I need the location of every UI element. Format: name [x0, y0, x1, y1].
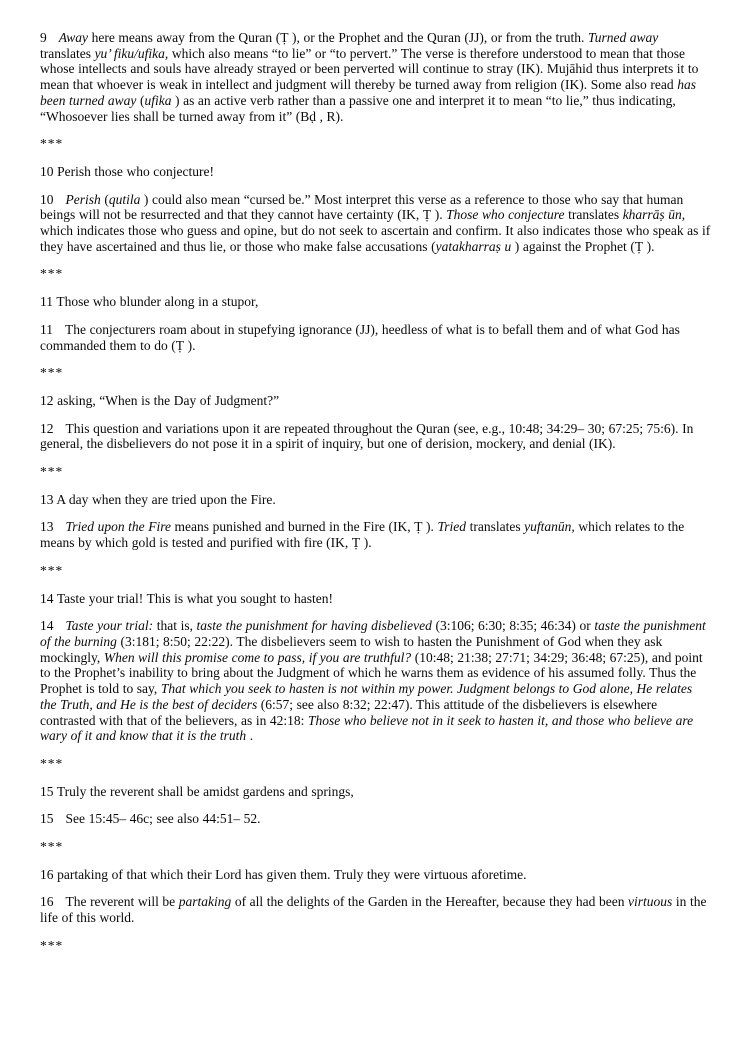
text-run: 10 Perish those who conjecture! — [40, 163, 215, 179]
verse-translation — [40, 784, 711, 800]
text-run: ) against the Prophet (Ṭ ). — [511, 238, 655, 254]
italic-text-run: When will this promise come to pass, if you are truthful? — [103, 649, 412, 665]
verse-number: 9 — [40, 30, 47, 45]
italic-text-run: qutila — [108, 191, 141, 207]
verse-number: 12 — [40, 420, 54, 436]
verse-number: 10 — [40, 191, 54, 207]
verse-translation — [40, 867, 711, 883]
text-run: 11 Those who blunder along in a stupor, — [40, 294, 259, 310]
italic-text-run: yatakharraṣ u — [435, 238, 512, 254]
text-run: translates — [466, 519, 525, 535]
text-run: 15 Truly the reverent shall be amidst gardens and springs, — [40, 783, 354, 799]
section-separator: *** — [40, 839, 64, 855]
text-run: ( — [136, 92, 145, 108]
text-run: See 15:45– 46c; see also 44:51– 52. — [65, 811, 261, 827]
text-run: 14 Taste your trial! This is what you sought to hasten! — [40, 590, 334, 606]
verse-translation — [40, 393, 711, 409]
italic-text-run: virtuous — [628, 894, 673, 910]
verse-number: 15 — [40, 811, 54, 827]
text-run: which relates to the means by which gold is tested and purified with fire (IK, Ṭ ). — [40, 519, 685, 551]
section-separator: *** — [40, 136, 64, 152]
text-run: ) could also mean “cursed be.” Most interpret this verse as a reference to those who say that human beings will not be resurrected and that they cannot have certainty (IK, Ṭ ). — [40, 191, 684, 223]
text-run: ) as an active verb rather than a passive one and interpret it to mean “to lie,” thus indicating, “Whosoever lies shall be turned away from it” (Bḍ , R). — [40, 92, 676, 124]
commentary-paragraph — [40, 322, 711, 353]
verse-translation — [40, 164, 711, 180]
section-separator: *** — [40, 937, 64, 953]
section-separator: *** — [40, 266, 64, 282]
italic-text-run: Those who conjecture — [446, 207, 565, 223]
text-run: . — [246, 728, 254, 744]
italic-text-run: Tried upon the Fire — [65, 519, 171, 535]
text-run: ( — [100, 191, 109, 207]
section-separator: *** — [40, 562, 64, 578]
section-separator: *** — [40, 755, 64, 771]
text-run: which indicates those who guess and opine, but do not seek to ascertain and confirm. It also indicates those who speak as if they have ascertained and thus lie, or those who make false accusations ( — [40, 223, 711, 254]
italic-text-run: Away — [58, 30, 88, 45]
text-run: in the life of this world. — [40, 894, 707, 926]
section-separator: *** — [40, 464, 64, 480]
text-run: 12 asking, “When is the Day of Judgment?” — [40, 392, 280, 408]
italic-text-run: kharrāṣ ūn, — [622, 207, 686, 223]
verse-translation — [40, 591, 711, 607]
text-run: means punished and burned in the Fire (IK, Ṭ ). — [170, 519, 438, 535]
text-run: here means away from the Quran (Ṭ ), or the Prophet and the Quran (JJ), or from the truth. — [88, 30, 588, 45]
text-run: of all the delights of the Garden in the Hereafter, because they had been — [231, 894, 629, 910]
italic-text-run: ufika — [144, 92, 172, 108]
verse-number: 14 — [40, 618, 54, 634]
verse-translation — [40, 294, 711, 310]
italic-text-run: That which you seek to hasten is not within my power. Judgment belongs to God alone, He relates the Truth, and He is the best of deciders — [40, 681, 693, 712]
text-run: The conjecturers roam about in stupefying ignorance (JJ), heedless of what is to befall them and of what God has commanded them to do (Ṭ ). — [40, 321, 680, 353]
text-run: (10:48; 21:38; 27:71; 34:29; 36:48; 67:25), and point to the Prophet’s inability to bring about the Judgment of which he warns them as evidence of his assumed folly. Thus the Prophet is told to say, — [40, 649, 703, 697]
text-run: 13 A day when they are tried upon the Fire. — [40, 491, 276, 507]
italic-text-run: Those who believe not in it seek to hasten it, and those who believe are wary of it and know that it is the truth — [40, 712, 694, 744]
text-run: The reverent will be — [65, 894, 179, 910]
verse-number: 13 — [40, 519, 54, 535]
text-run: translates — [564, 207, 623, 223]
commentary-paragraph — [40, 421, 711, 452]
commentary-paragraph — [40, 618, 711, 744]
commentary-paragraph — [40, 192, 711, 255]
italic-text-run: has been turned away — [40, 77, 696, 108]
commentary-paragraph — [40, 894, 711, 925]
italic-text-run: yuftanūn, — [524, 519, 575, 535]
commentary-paragraph — [40, 519, 711, 550]
text-run: (6:57; see also 8:32; 22:47). This attitude of the disbelievers is elsewhere contrasted with that of the believers, as in 42:18: — [40, 696, 658, 728]
italic-text-run: Perish — [65, 191, 101, 207]
text-run: that is, — [153, 618, 197, 634]
commentary-paragraph — [40, 30, 711, 124]
italic-text-run: taste the punishment of the burning — [40, 618, 706, 649]
italic-text-run: Turned away — [587, 30, 659, 45]
text-run: This question and variations upon it are repeated throughout the Quran (see, e.g., 10:48; 34:29– 30; 67:25; 75:6). In general, the disbelievers do not pose it in a spirit of inquiry, but one of derision, mockery, and denial (IK). — [40, 420, 694, 452]
text-run: which also means “to lie” or “to pervert.” The verse is therefore understood to mean that those whose intellects and souls have already strayed or been perverted will continue to stray (IK). Mujāhid thus interprets it to mean that whoever is weak in intellect and judgment will thereby be turned away from religion (IK). Some also read — [40, 45, 699, 93]
italic-text-run: partaking — [178, 894, 232, 910]
verse-translation — [40, 492, 711, 508]
text-run: translates — [40, 45, 95, 61]
italic-text-run: yu’ fiku/ufika, — [94, 45, 169, 61]
text-run: (3:106; 6:30; 8:35; 46:34) or — [431, 618, 595, 634]
verse-number: 11 — [40, 321, 53, 337]
italic-text-run: Taste your trial: — [65, 618, 154, 634]
text-run: 16 partaking of that which their Lord has given them. Truly they were virtuous aforetime. — [40, 866, 527, 882]
text-run: (3:181; 8:50; 22:22). The disbelievers seem to wish to hasten the Punishment of God when they ask mockingly, — [40, 633, 663, 665]
section-separator: *** — [40, 365, 64, 381]
commentary-paragraph — [40, 811, 711, 827]
italic-text-run: taste the punishment for having disbelieved — [196, 618, 432, 634]
italic-text-run: Tried — [437, 519, 467, 535]
verse-number: 16 — [40, 894, 54, 910]
